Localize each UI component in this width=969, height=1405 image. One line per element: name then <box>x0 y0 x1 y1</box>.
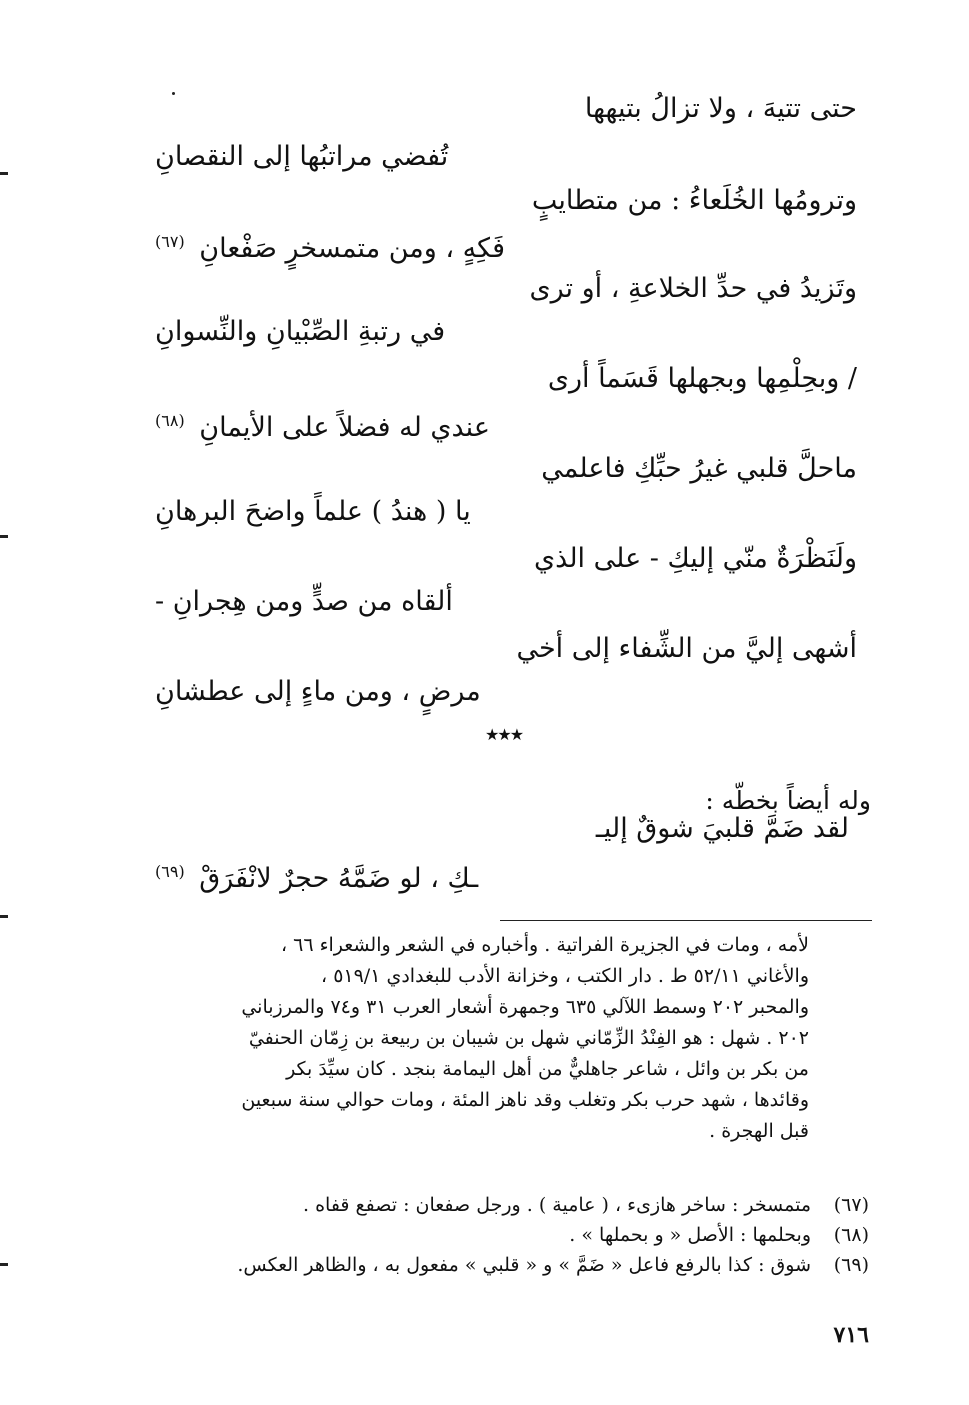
footnote-ref-69: (٦٩) <box>155 862 185 881</box>
poem1-line-7: / وبحِلْمِها وبجهلها قَسَماً أرى <box>547 363 857 394</box>
footnote-68 <box>89 1220 869 1250</box>
poem1-line-3: وترومُها الخُلَعاءُ : من متطايبٍ <box>531 185 857 216</box>
poem2-line-2-wrap <box>155 855 478 896</box>
footnote-text-line: من بكر بن وائل ، شاعر جاهليٌّ من أهل اليمامة بنجد . كان سيِّدَ بكر <box>286 1058 809 1080</box>
poem1-line-13: أشهى إليَّ من الشِّفاء إلى أخي <box>516 633 857 664</box>
poem1-line-11: ولَنَظْرَةٌ منّي إليكِ - على الذي <box>534 543 857 574</box>
poem2-line-1: لقد ضَمَّ قلبيَ شوقٌ إليـ <box>595 813 849 844</box>
footnote-continuation <box>119 930 809 1147</box>
footnote-list <box>89 1190 869 1280</box>
margin-mark <box>0 1263 8 1266</box>
footnote-number: (٦٨) <box>833 1224 869 1246</box>
footnote-text-line: والأغاني ٥٢/١١ ط . دار الكتب ، وخزانة الأدب للبغدادي ٥١٩/١ ، <box>321 965 809 987</box>
poem1-line-9: ماحلَّ قلبي غيرُ حبِّكِ فاعلمي <box>541 453 857 484</box>
footnote-text-line: والمحبر ٢٠٢ وسمط اللآلي ٦٣٥ وجمهرة أشعار العرب ٣١ و٧٤ والمرزباني <box>241 996 809 1018</box>
poem1-line-14: مرضٍ ، ومن ماءٍ إلى عطشانِ <box>155 676 481 707</box>
footnote-body: متمسخر : ساخر هازىء ، ( عامية ) . ورجل صفعان : تصفع قفاه . <box>303 1194 811 1216</box>
footnote-text-line: ٢٠٢ . شهل : هو الفِنْدُ الزِّمّاني شهل بن شيبان بن ربيعة بن زِمّان الحنفيّ <box>248 1027 809 1049</box>
poem1-line-5: وتَزيدُ في حدِّ الخلاعةِ ، أو ترى <box>529 273 857 304</box>
poem1-line-6: في رتبةِ الصِّبْيانِ والنِّسوانِ <box>155 316 446 347</box>
stray-dot <box>172 92 175 95</box>
footnote-body: وبحلمها : الأصل « و بحملها » . <box>569 1224 811 1246</box>
poem1-line-10: يا ( هندُ ) علماً واضحَ البرهانِ <box>155 496 471 527</box>
footnote-number: (٦٩) <box>833 1254 869 1276</box>
poem2-line-2: ـكِ ، لو ضَمَّهُ حجرٌ لانْفَرَقْ <box>199 863 479 894</box>
footnote-body: شوق : كذا بالرفع فاعل « ضَمَّ » و « قلبي » مفعول به ، والظاهر العكس. <box>237 1254 811 1276</box>
footnote-divider <box>500 920 872 921</box>
poem2-intro: وله أيضاً بخطّه : <box>705 786 871 815</box>
footnote-text-line: قبل الهجرة . <box>709 1120 809 1142</box>
margin-mark <box>0 172 8 175</box>
poem1-line-1: حتى تتيهَ ، ولا تزالُ بتيهها <box>584 93 857 124</box>
footnote-text-line: وقائدها ، شهد حرب بكر وتغلب وقد ناهز المئة ، ومات حوالي سنة سبعين <box>241 1089 809 1111</box>
page-number: ٧١٦ <box>833 1322 869 1348</box>
footnote-67 <box>89 1190 869 1220</box>
margin-mark <box>0 915 8 918</box>
footnote-ref-68: (٦٨) <box>155 411 185 430</box>
poem1-line-8-wrap <box>155 404 490 445</box>
footnote-69 <box>89 1250 869 1280</box>
poem1-line-2: تُفضي مراتبُها إلى النقصانِ <box>155 141 449 172</box>
footnote-text-line: لأمه ، ومات في الجزيرة الفراتية . وأخباره في الشعر والشعراء ٦٦ ، <box>280 934 809 956</box>
margin-mark <box>0 535 8 538</box>
poem1-line-8: عندي له فضلاً على الأيمانِ <box>199 412 490 443</box>
footnote-number: (٦٧) <box>833 1194 869 1216</box>
poem1-line-4: فَكِهٍ ، ومن متمسخرٍ صَفْعانِ <box>199 233 505 264</box>
footnote-ref-67: (٦٧) <box>155 232 185 251</box>
poem1-line-12: ألقاه من صدٍّ ومن هِجرانِ - <box>155 586 453 617</box>
poem1-line-4-wrap <box>155 225 505 266</box>
section-separator-stars: ★★★ <box>485 725 523 744</box>
